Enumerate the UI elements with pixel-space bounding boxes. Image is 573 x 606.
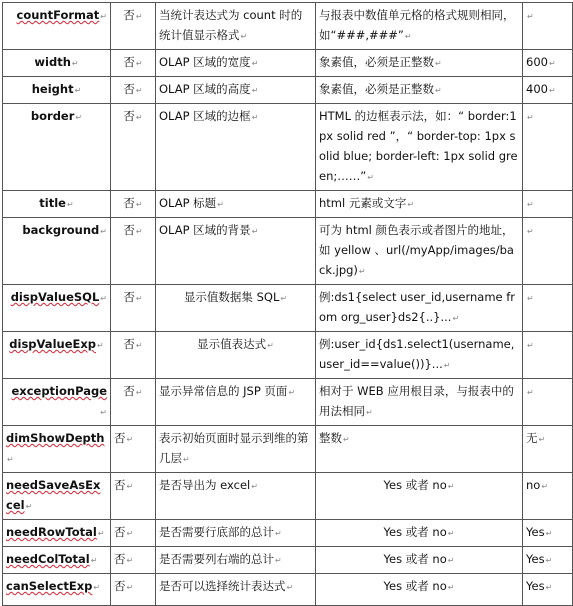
param-name-text: width <box>34 55 71 69</box>
return-mark-icon: ↵ <box>97 341 104 350</box>
required-text: 否 <box>123 223 135 237</box>
return-mark-icon: ↵ <box>545 529 553 538</box>
required-text: 否 <box>123 290 135 304</box>
value-cell <box>316 379 523 426</box>
default-cell <box>523 574 573 606</box>
value-cell <box>316 547 523 574</box>
table-row <box>3 104 573 191</box>
return-mark-icon: ↵ <box>280 294 288 303</box>
table-row <box>3 379 573 426</box>
param-name-text: dimShowDepth <box>6 431 105 445</box>
description-text: OLAP 标题 <box>159 196 217 210</box>
value-cell <box>316 574 523 606</box>
return-mark-icon: ↵ <box>288 388 296 397</box>
value-cell <box>316 426 523 473</box>
return-mark-icon: ↵ <box>100 294 107 303</box>
value-text: 相对于 WEB 应用根目录，与报表中的用法相同 <box>319 384 514 418</box>
required-cell <box>111 3 156 50</box>
default-cell <box>523 285 573 332</box>
return-mark-icon: ↵ <box>251 59 259 68</box>
param-name-cell <box>3 50 111 77</box>
return-mark-icon: ↵ <box>407 200 415 209</box>
return-mark-icon: ↵ <box>135 388 143 397</box>
value-text: Yes 或者 no <box>383 552 447 566</box>
required-text: 否 <box>114 579 126 593</box>
param-name-text: title <box>39 196 66 210</box>
description-text: 显示值数据集 SQL <box>183 290 280 304</box>
return-mark-icon: ↵ <box>447 583 455 592</box>
required-text: 否 <box>123 55 135 69</box>
required-text: 否 <box>123 384 135 398</box>
table-row <box>3 332 573 379</box>
table-row <box>3 426 573 473</box>
return-mark-icon: ↵ <box>100 12 107 21</box>
return-mark-icon: ↵ <box>135 59 143 68</box>
value-text: Yes 或者 no <box>383 478 447 492</box>
default-cell <box>523 50 573 77</box>
return-mark-icon: ↵ <box>527 200 534 209</box>
return-mark-icon: ↵ <box>527 341 534 350</box>
return-mark-icon: ↵ <box>527 294 534 303</box>
param-name-text: countFormat <box>16 8 100 22</box>
value-text: 整数 <box>319 431 342 445</box>
param-name-text: needColTotal <box>6 552 90 566</box>
description-cell <box>156 379 316 426</box>
required-text: 否 <box>114 478 126 492</box>
description-cell <box>156 520 316 547</box>
return-mark-icon: ↵ <box>135 200 143 209</box>
return-mark-icon: ↵ <box>541 482 549 491</box>
param-name-cell <box>3 218 111 285</box>
param-name-text: height <box>31 82 74 96</box>
description-cell <box>156 218 316 285</box>
table-row <box>3 3 573 50</box>
value-cell <box>316 473 523 520</box>
value-cell <box>316 218 523 285</box>
return-mark-icon: ↵ <box>366 408 373 417</box>
return-mark-icon: ↵ <box>135 294 143 303</box>
return-mark-icon: ↵ <box>538 435 546 444</box>
return-mark-icon: ↵ <box>25 502 33 511</box>
required-cell <box>111 50 156 77</box>
return-mark-icon: ↵ <box>251 482 258 491</box>
table-row <box>3 285 573 332</box>
value-cell <box>316 104 523 191</box>
description-cell <box>156 191 316 218</box>
description-text: 当统计表达式为 count 时的统计值显示格式 <box>159 8 303 42</box>
required-text: 否 <box>123 82 135 96</box>
required-text: 否 <box>123 196 135 210</box>
value-cell <box>316 50 523 77</box>
description-text: 是否需要行底部的总计 <box>159 525 274 539</box>
required-text: 否 <box>123 337 135 351</box>
return-mark-icon: ↵ <box>93 583 101 592</box>
param-name-cell <box>3 426 111 473</box>
return-mark-icon: ↵ <box>527 113 534 122</box>
required-text: 否 <box>114 431 126 445</box>
required-text: 否 <box>123 109 135 123</box>
return-mark-icon: ↵ <box>447 482 455 491</box>
table-row <box>3 574 573 606</box>
required-text: 否 <box>123 8 135 22</box>
value-text: HTML 的边框表示法，如：“ border:1px solid red ”，“ border-top: 1px solid blue; border-left: 1px solid green;……” <box>319 109 518 183</box>
return-mark-icon: ↵ <box>135 341 143 350</box>
param-name-text: background <box>22 223 100 237</box>
return-mark-icon: ↵ <box>435 59 442 68</box>
required-cell <box>111 332 156 379</box>
description-cell <box>156 3 316 50</box>
return-mark-icon: ↵ <box>251 86 259 95</box>
default-cell <box>523 473 573 520</box>
default-text: no <box>526 478 541 492</box>
value-cell <box>316 520 523 547</box>
default-cell <box>523 104 573 191</box>
return-mark-icon: ↵ <box>135 12 143 21</box>
return-mark-icon: ↵ <box>217 200 224 209</box>
value-cell <box>316 3 523 50</box>
return-mark-icon: ↵ <box>527 388 534 397</box>
description-text: OLAP 区域的宽度 <box>159 55 251 69</box>
description-cell <box>156 574 316 606</box>
value-text: 例:user_id{ds1.select1(username, user_id==value())}... <box>319 337 515 371</box>
default-text: 600 <box>526 55 548 69</box>
return-mark-icon: ↵ <box>135 113 143 122</box>
param-name-cell <box>3 191 111 218</box>
value-text: html 元素或文字 <box>319 196 407 210</box>
return-mark-icon: ↵ <box>100 227 107 236</box>
return-mark-icon: ↵ <box>447 556 455 565</box>
return-mark-icon: ↵ <box>126 435 134 444</box>
default-text: 400 <box>526 82 548 96</box>
default-text: Yes <box>526 579 545 593</box>
table-row <box>3 191 573 218</box>
return-mark-icon: ↵ <box>126 529 134 538</box>
return-mark-icon: ↵ <box>74 86 82 95</box>
description-text: OLAP 区域的背景 <box>159 223 251 237</box>
description-text: 是否需要列右端的总计 <box>159 552 274 566</box>
description-text: OLAP 区域的边框 <box>159 109 251 123</box>
default-cell <box>523 3 573 50</box>
required-cell <box>111 473 156 520</box>
return-mark-icon: ↵ <box>358 267 366 276</box>
value-cell <box>316 332 523 379</box>
return-mark-icon: ↵ <box>435 86 442 95</box>
required-cell <box>111 426 156 473</box>
value-cell <box>316 285 523 332</box>
value-text: Yes 或者 no <box>383 525 447 539</box>
param-name-cell <box>3 520 111 547</box>
return-mark-icon: ↵ <box>367 173 374 182</box>
default-cell <box>523 191 573 218</box>
param-name-text: dispValueExp <box>9 337 96 351</box>
return-mark-icon: ↵ <box>90 556 98 565</box>
param-name-cell <box>3 104 111 191</box>
value-cell <box>316 191 523 218</box>
parameter-table-body <box>3 3 573 606</box>
description-text: 显示异常信息的 JSP 页面 <box>159 384 288 398</box>
param-name-text: exceptionPage <box>11 384 107 398</box>
return-mark-icon: ↵ <box>527 12 534 21</box>
required-cell <box>111 77 156 104</box>
default-cell <box>523 332 573 379</box>
default-text: Yes <box>526 552 545 566</box>
return-mark-icon: ↵ <box>126 583 134 592</box>
param-name-cell <box>3 473 111 520</box>
description-cell <box>156 426 316 473</box>
param-name-cell <box>3 285 111 332</box>
description-text: OLAP 区域的高度 <box>159 82 251 96</box>
value-text: 象素值，必须是正整数 <box>319 82 434 96</box>
param-name-cell <box>3 547 111 574</box>
param-name-text: dispValueSQL <box>10 290 100 304</box>
description-cell <box>156 50 316 77</box>
return-mark-icon: ↵ <box>343 435 350 444</box>
return-mark-icon: ↵ <box>447 529 455 538</box>
return-mark-icon: ↵ <box>240 32 248 41</box>
param-name-cell <box>3 332 111 379</box>
param-name-cell <box>3 3 111 50</box>
table-row <box>3 77 573 104</box>
required-cell <box>111 104 156 191</box>
return-mark-icon: ↵ <box>548 59 556 68</box>
return-mark-icon: ↵ <box>97 529 105 538</box>
return-mark-icon: ↵ <box>100 408 107 417</box>
value-text: 例:ds1{select user_id,username from org_user}ds2{..}... <box>319 290 516 324</box>
description-text: 显示值表达式 <box>197 337 267 351</box>
description-cell <box>156 547 316 574</box>
return-mark-icon: ↵ <box>126 482 134 491</box>
table-row <box>3 520 573 547</box>
param-name-text: border <box>30 109 75 123</box>
return-mark-icon: ↵ <box>71 59 79 68</box>
description-text: 表示初始页面时显示到维的第几层 <box>159 431 309 465</box>
default-cell <box>523 547 573 574</box>
param-name-cell <box>3 574 111 606</box>
default-cell <box>523 379 573 426</box>
return-mark-icon: ↵ <box>7 455 14 464</box>
required-cell <box>111 520 156 547</box>
default-text: Yes <box>526 525 545 539</box>
return-mark-icon: ↵ <box>126 556 134 565</box>
return-mark-icon: ↵ <box>404 32 412 41</box>
return-mark-icon: ↵ <box>286 583 294 592</box>
return-mark-icon: ↵ <box>527 227 534 236</box>
return-mark-icon: ↵ <box>183 455 190 464</box>
param-name-text: canSelectExp <box>6 579 93 593</box>
default-cell <box>523 77 573 104</box>
value-text: Yes 或者 no <box>383 579 447 593</box>
required-cell <box>111 218 156 285</box>
return-mark-icon: ↵ <box>548 86 556 95</box>
param-name-text: needSaveAsExcel <box>6 478 101 512</box>
return-mark-icon: ↵ <box>251 227 259 236</box>
value-text: 可为 html 颜色表示或者图片的地址，如 yellow 、url(/myApp/images/back.jpg) <box>319 223 514 277</box>
return-mark-icon: ↵ <box>135 86 143 95</box>
default-cell <box>523 218 573 285</box>
description-cell <box>156 473 316 520</box>
required-cell <box>111 191 156 218</box>
required-cell <box>111 574 156 606</box>
table-row <box>3 547 573 574</box>
return-mark-icon: ↵ <box>66 200 74 209</box>
return-mark-icon: ↵ <box>75 113 83 122</box>
default-text: 无 <box>526 431 538 445</box>
return-mark-icon: ↵ <box>275 529 282 538</box>
return-mark-icon: ↵ <box>135 227 143 236</box>
return-mark-icon: ↵ <box>443 361 451 370</box>
description-text: 是否导出为 excel <box>159 478 251 492</box>
return-mark-icon: ↵ <box>267 341 274 350</box>
default-cell <box>523 520 573 547</box>
return-mark-icon: ↵ <box>251 113 259 122</box>
value-text: 象素值，必须是正整数 <box>319 55 434 69</box>
description-text: 是否可以选择统计表达式 <box>159 579 286 593</box>
description-cell <box>156 332 316 379</box>
table-row <box>3 218 573 285</box>
return-mark-icon: ↵ <box>545 583 553 592</box>
value-cell <box>316 77 523 104</box>
table-row <box>3 50 573 77</box>
param-name-cell <box>3 379 111 426</box>
required-cell <box>111 547 156 574</box>
description-cell <box>156 285 316 332</box>
required-text: 否 <box>114 552 126 566</box>
required-cell <box>111 379 156 426</box>
description-cell <box>156 77 316 104</box>
return-mark-icon: ↵ <box>545 556 553 565</box>
description-cell <box>156 104 316 191</box>
parameter-table <box>2 2 573 606</box>
return-mark-icon: ↵ <box>275 556 282 565</box>
return-mark-icon: ↵ <box>452 314 460 323</box>
required-cell <box>111 285 156 332</box>
default-cell <box>523 426 573 473</box>
value-text: 与报表中数值单元格的格式规则相同，如“###,###” <box>319 8 515 42</box>
param-name-cell <box>3 77 111 104</box>
table-row <box>3 473 573 520</box>
param-name-text: needRowTotal <box>6 525 97 539</box>
required-text: 否 <box>114 525 126 539</box>
